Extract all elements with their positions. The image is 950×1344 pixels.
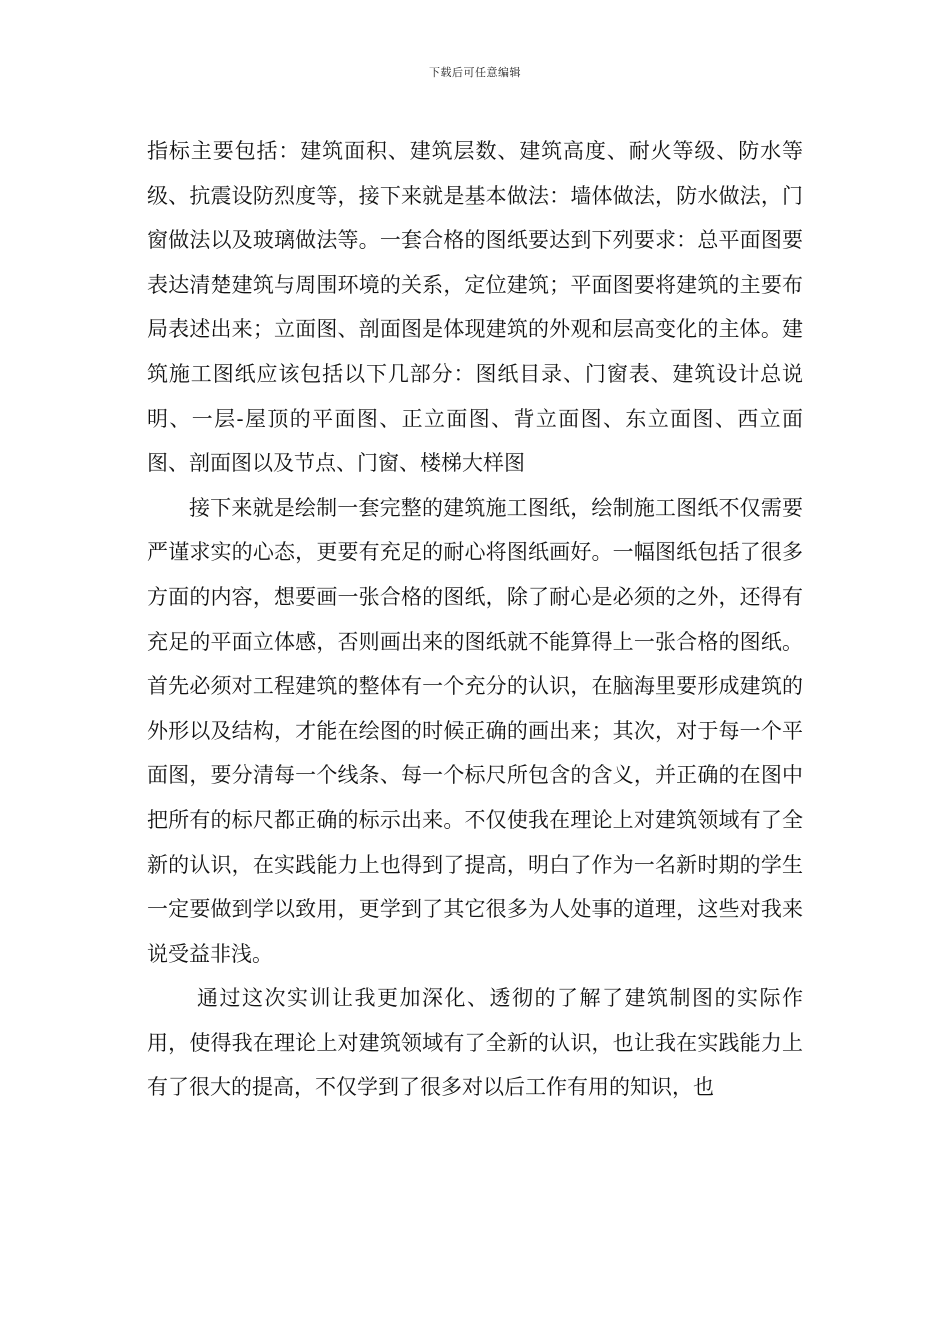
document-body [147,129,803,1110]
paragraph-training-summary: 通过这次实训让我更加深化、透彻的了解了建筑制图的实际作用，使得我在理论上对建筑领域有了全新的认识，也让我在实践能力上有了很大的提高，不仅学到了很多对以后工作有用的知识，也 [147,986,803,1100]
page-header: 下载后可任意编辑 [429,66,521,79]
paragraph-drawing-requirements: 指标主要包括：建筑面积、建筑层数、建筑高度、耐火等级、防水等级、抗震设防烈度等，接下来就是基本做法：墙体做法，防水做法，门窗做法以及玻璃做法等。一套合格的图纸要达到下列要求：总平面图要表达清楚建筑与周围环境的关系，定位建筑；平面图要将建筑的主要布局表述出来；立面图、剖面图是体现建筑的外观和层高变化的主体。建筑施工图纸应该包括以下几部分：图纸目录、门窗表、建筑设计总说明、一层-屋顶的平面图、正立面图、背立面图、东立面图、西立面图、剖面图以及节点、门窗、楼梯大样图 [147,139,803,476]
paragraph-drawing-process: 接下来就是绘制一套完整的建筑施工图纸，绘制施工图纸不仅需要严谨求实的心态，更要有充足的耐心将图纸画好。一幅图纸包括了很多方面的内容，想要画一张合格的图纸，除了耐心是必须的之外，还得有充足的平面立体感，否则画出来的图纸就不能算得上一张合格的图纸。首先必须对工程建筑的整体有一个充分的认识，在脑海里要形成建筑的外形以及结构，才能在绘图的时候正确的画出来；其次，对于每一个平面图，要分清每一个线条、每一个标尺所包含的含义，并正确的在图中把所有的标尺都正确的标示出来。不仅使我在理论上对建筑领域有了全新的认识，在实践能力上也得到了提高，明白了作为一名新时期的学生一定要做到学以致用，更学到了其它很多为人处事的道理，这些对我来说受益非浅。 [147,495,803,966]
